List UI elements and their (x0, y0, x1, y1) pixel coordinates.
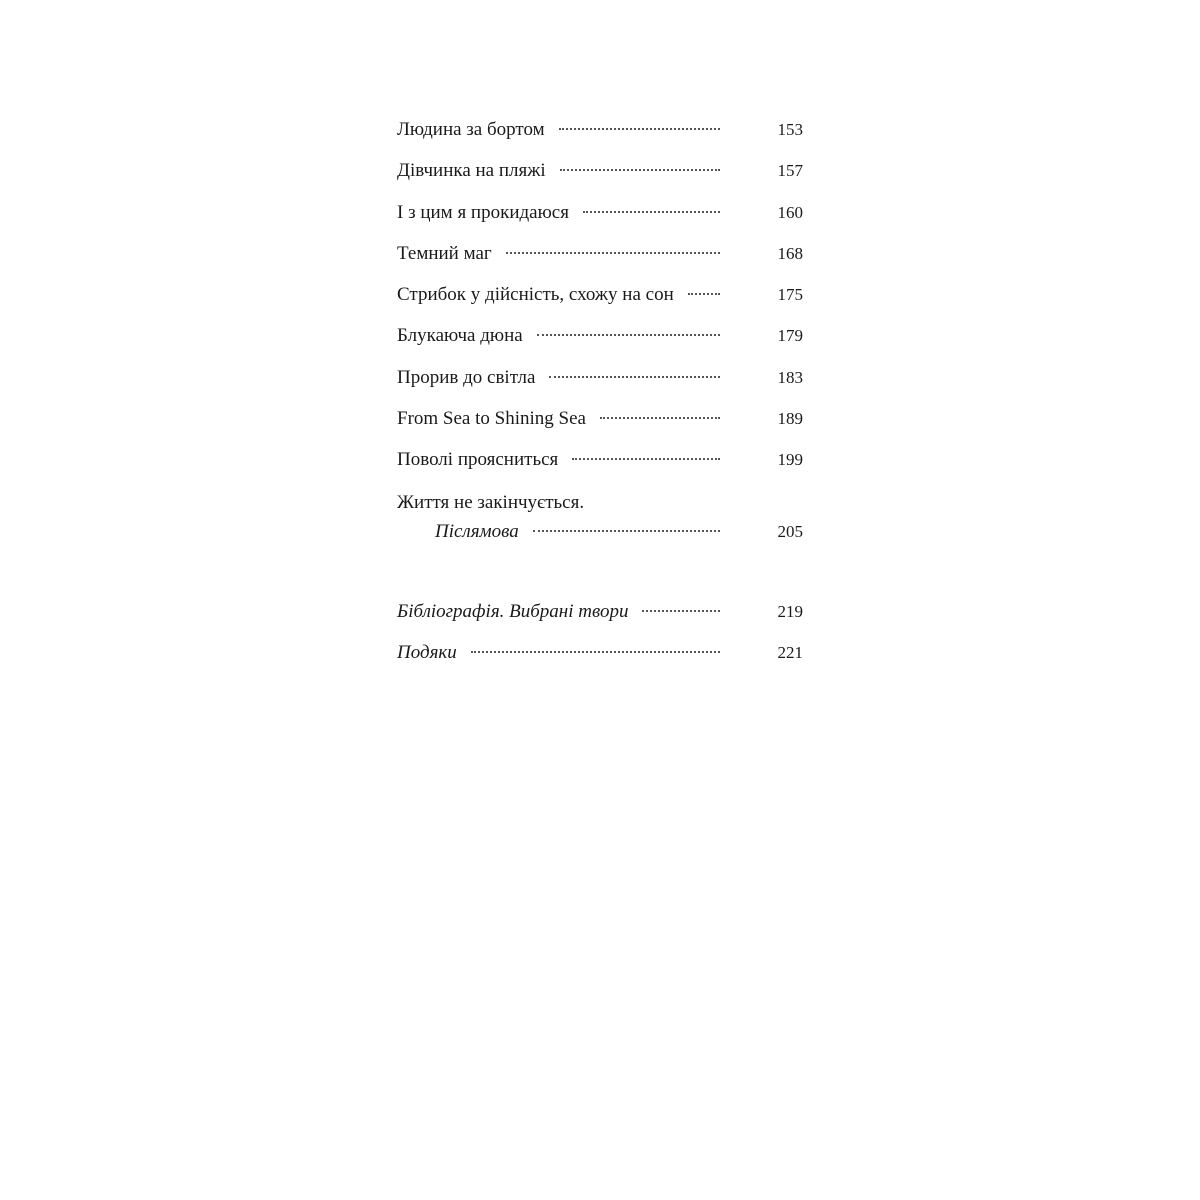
toc-entry (397, 360, 803, 401)
afterword-title-line1: Життя не закінчується. (397, 491, 585, 513)
dot-leader (537, 334, 720, 336)
toc-entry-title: Подяки (397, 641, 457, 663)
dot-leader (533, 530, 720, 532)
toc-entry (397, 442, 803, 483)
toc-entry-page: 168 (777, 243, 803, 263)
toc-entry-title: Прорив до світла (397, 366, 536, 388)
dot-leader (560, 169, 720, 171)
toc-entry (397, 401, 803, 442)
toc-entry-title: Дівчинка на пляжі (397, 160, 546, 182)
toc-entry-title: Людина за бортом (397, 119, 545, 140)
toc-entry (397, 277, 803, 318)
dot-leader (688, 293, 720, 295)
toc-entry (397, 318, 803, 359)
dot-leader (549, 376, 719, 378)
dot-leader (471, 651, 720, 653)
toc-entry-title: Блукаюча дюна (397, 325, 523, 347)
section-gap (397, 556, 803, 594)
toc-entry (397, 236, 803, 277)
toc-entry-page: 221 (777, 642, 803, 662)
dot-leader (506, 252, 720, 254)
toc-entry (397, 153, 803, 194)
toc-entry-page: 183 (777, 367, 803, 387)
toc-entry-title: Темний маг (397, 242, 492, 264)
dot-leader (600, 417, 720, 419)
toc-entry-acknowledgements (397, 635, 803, 676)
toc-entry-afterword (397, 484, 803, 556)
toc-entry (397, 112, 803, 153)
toc-entry-title: Стрибок у дійсність, схожу на сон (397, 284, 674, 306)
afterword-title-line2: Післямова (435, 520, 519, 542)
dot-leader (559, 128, 720, 130)
dot-leader (642, 610, 719, 612)
dot-leader (572, 458, 719, 460)
toc-entry-title: І з цим я прокидаюся (397, 201, 569, 223)
toc-entry-page: 219 (777, 601, 803, 621)
toc-entry-bibliography (397, 594, 803, 635)
toc-entry-page: 199 (777, 450, 803, 470)
toc-entry-page: 205 (777, 521, 803, 541)
toc-entry-title: From Sea to Shining Sea (397, 408, 586, 430)
toc-entry-title: Бібліографія. Вибрані твори (397, 600, 629, 622)
toc-entry-page: 157 (777, 161, 803, 181)
toc-entry-page: 153 (777, 120, 803, 139)
toc-entry (397, 195, 803, 236)
table-of-contents (397, 112, 803, 676)
toc-entry-page: 175 (777, 285, 803, 305)
toc-entry-page: 179 (777, 326, 803, 346)
toc-entry-page: 160 (777, 202, 803, 222)
dot-leader (583, 211, 720, 213)
toc-entry-page: 189 (777, 409, 803, 429)
toc-entry-title: Поволі проясниться (397, 449, 559, 471)
